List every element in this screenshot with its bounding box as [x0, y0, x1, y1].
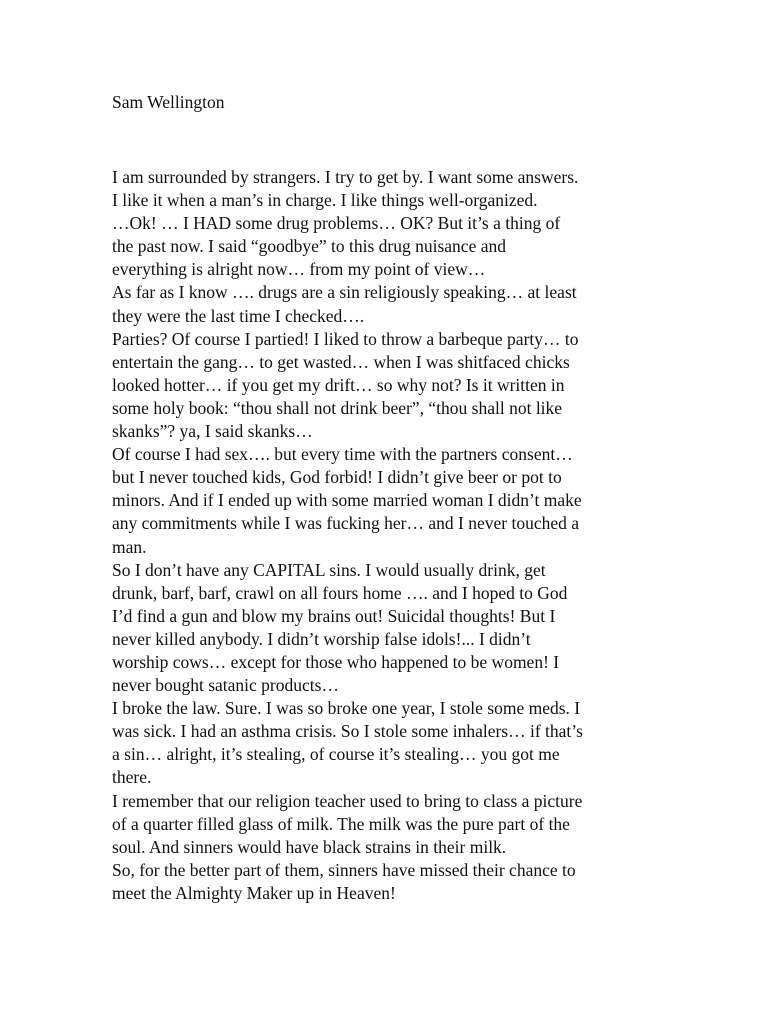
text-line: Of course I had sex…. but every time with the partners consent… [112, 444, 573, 465]
text-line: meet the Almighty Maker up in Heaven! [112, 882, 396, 903]
text-line: I broke the law. Sure. I was so broke one year, I stole some meds. I [112, 698, 581, 719]
text-line: skanks”? ya, I said skanks… [112, 421, 313, 442]
document-body [112, 166, 672, 905]
text-line: man. [112, 536, 147, 557]
text-line: I remember that our religion teacher used to bring to class a picture [112, 790, 583, 811]
text-line: Parties? Of course I partied! I liked to throw a barbeque party… to [112, 328, 579, 349]
text-line: was sick. I had an asthma crisis. So I stole some inhalers… if that’s [112, 721, 583, 742]
text-line: a sin… alright, it’s stealing, of course it’s stealing… you got me [112, 744, 560, 765]
text-line: but I never touched kids, God forbid! I didn’t give beer or pot to [112, 467, 562, 488]
text-line: never killed anybody. I didn’t worship false idols!... I didn’t [112, 628, 531, 649]
text-line: So, for the better part of them, sinners have missed their chance to [112, 859, 576, 880]
text-line: everything is alright now… from my point of view… [112, 259, 486, 280]
text-line: So I don’t have any CAPITAL sins. I would usually drink, get [112, 559, 546, 580]
text-line: I’d find a gun and blow my brains out! Suicidal thoughts! But I [112, 605, 556, 626]
text-line: they were the last time I checked…. [112, 305, 365, 326]
author-name: Sam Wellington [112, 92, 225, 112]
text-line: soul. And sinners would have black strains in their milk. [112, 836, 507, 857]
text-line: there. [112, 767, 152, 788]
text-line: of a quarter filled glass of milk. The milk was the pure part of the [112, 813, 570, 834]
text-line: I like it when a man’s in charge. I like things well-organized. [112, 190, 538, 211]
text-line: I am surrounded by strangers. I try to get by. I want some answers. [112, 167, 579, 187]
text-line: As far as I know …. drugs are a sin religiously speaking… at least [112, 282, 577, 303]
text-line: worship cows… except for those who happened to be women! I [112, 651, 560, 672]
text-line: never bought satanic products… [112, 675, 339, 696]
text-line: …Ok! … I HAD some drug problems… OK? But it’s a thing of [112, 213, 561, 234]
text-line: any commitments while I was fucking her… and I never touched a [112, 513, 580, 534]
text-line: the past now. I said “goodbye” to this drug nuisance and [112, 236, 506, 257]
text-line: looked hotter… if you get my drift… so why not? Is it written in [112, 374, 565, 395]
text-line: minors. And if I ended up with some married woman I didn’t make [112, 490, 582, 511]
text-line: some holy book: “thou shall not drink beer”, “thou shall not like [112, 397, 563, 418]
text-line: entertain the gang… to get wasted… when I was shitfaced chicks [112, 351, 570, 372]
text-line: drunk, barf, barf, crawl on all fours home …. and I hoped to God [112, 582, 568, 603]
